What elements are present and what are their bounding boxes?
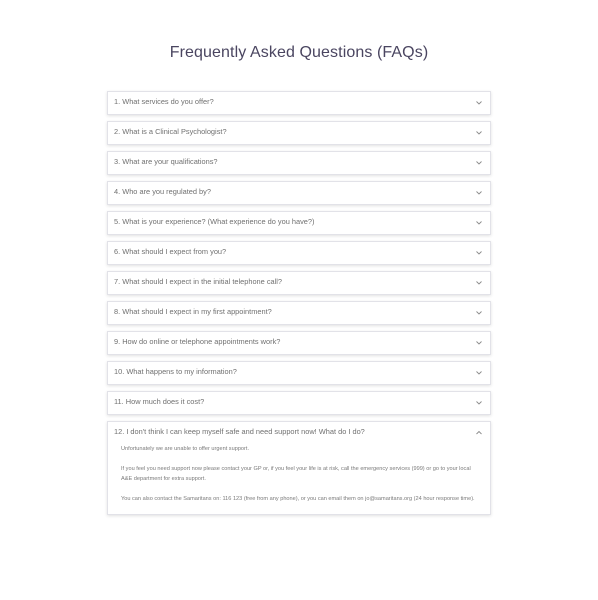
faq-header[interactable] bbox=[108, 92, 490, 114]
faq-header[interactable] bbox=[108, 122, 490, 144]
faq-answer bbox=[108, 444, 490, 514]
chevron-down-icon[interactable] bbox=[475, 249, 483, 257]
faq-question: 4. Who are you regulated by? bbox=[114, 187, 211, 196]
chevron-down-icon[interactable] bbox=[475, 369, 483, 377]
chevron-down-icon[interactable] bbox=[475, 189, 483, 197]
chevron-down-icon[interactable] bbox=[475, 159, 483, 167]
faq-question: 7. What should I expect in the initial telephone call? bbox=[114, 277, 283, 286]
faq-item-1[interactable] bbox=[107, 91, 491, 115]
faq-header[interactable] bbox=[108, 362, 490, 384]
chevron-down-icon[interactable] bbox=[475, 279, 483, 287]
faq-question: 10. What happens to my information? bbox=[114, 367, 237, 376]
faq-question: 9. How do online or telephone appointments work? bbox=[114, 337, 281, 346]
chevron-down-icon[interactable] bbox=[475, 309, 483, 317]
answer-paragraph: If you feel you need support now please contact your GP or, if you feel your life is at risk, call the emergency services (999) or go to your local A&E department for extra support. bbox=[121, 466, 471, 482]
faq-question: 6. What should I expect from you? bbox=[114, 247, 227, 256]
faq-header[interactable] bbox=[108, 332, 490, 354]
faq-item-9[interactable] bbox=[107, 331, 491, 355]
faq-question: 5. What is your experience? (What experience do you have?) bbox=[114, 217, 315, 226]
faq-item-6[interactable] bbox=[107, 241, 491, 265]
faq-item-10[interactable] bbox=[107, 361, 491, 385]
faq-question: 11. How much does it cost? bbox=[114, 397, 205, 406]
faq-question: 12. I don't think I can keep myself safe and need support now! What do I do? bbox=[114, 427, 365, 436]
faq-question: 3. What are your qualifications? bbox=[114, 157, 218, 166]
faq-header[interactable] bbox=[108, 152, 490, 174]
faq-list bbox=[107, 91, 491, 521]
chevron-down-icon[interactable] bbox=[475, 339, 483, 347]
faq-header[interactable] bbox=[108, 242, 490, 264]
chevron-up-icon[interactable] bbox=[475, 429, 483, 437]
page-title: Frequently Asked Questions (FAQs) bbox=[169, 44, 429, 61]
answer-paragraph: Unfortunately we are unable to offer urgent support. bbox=[121, 446, 250, 452]
faq-item-5[interactable] bbox=[107, 211, 491, 235]
faq-item-11[interactable] bbox=[107, 391, 491, 415]
answer-paragraph: You can also contact the Samaritans on: 116 123 (free from any phone), or you can email them on jo@samaritans.org (24 hour response time). bbox=[121, 496, 475, 502]
faq-header[interactable] bbox=[108, 422, 490, 444]
faq-header[interactable] bbox=[108, 302, 490, 324]
faq-header[interactable] bbox=[108, 182, 490, 204]
chevron-down-icon[interactable] bbox=[475, 129, 483, 137]
chevron-down-icon[interactable] bbox=[475, 219, 483, 227]
faq-item-2[interactable] bbox=[107, 121, 491, 145]
faq-question: 1. What services do you offer? bbox=[114, 97, 214, 106]
chevron-down-icon[interactable] bbox=[475, 99, 483, 107]
faq-header[interactable] bbox=[108, 272, 490, 294]
chevron-down-icon[interactable] bbox=[475, 399, 483, 407]
faq-item-3[interactable] bbox=[107, 151, 491, 175]
faq-item-7[interactable] bbox=[107, 271, 491, 295]
faq-item-4[interactable] bbox=[107, 181, 491, 205]
faq-question: 2. What is a Clinical Psychologist? bbox=[114, 127, 227, 136]
faq-item-12[interactable] bbox=[107, 421, 491, 515]
faq-header[interactable] bbox=[108, 212, 490, 234]
faq-header[interactable] bbox=[108, 392, 490, 414]
faq-item-8[interactable] bbox=[107, 301, 491, 325]
faq-question: 8. What should I expect in my first appointment? bbox=[114, 307, 272, 316]
